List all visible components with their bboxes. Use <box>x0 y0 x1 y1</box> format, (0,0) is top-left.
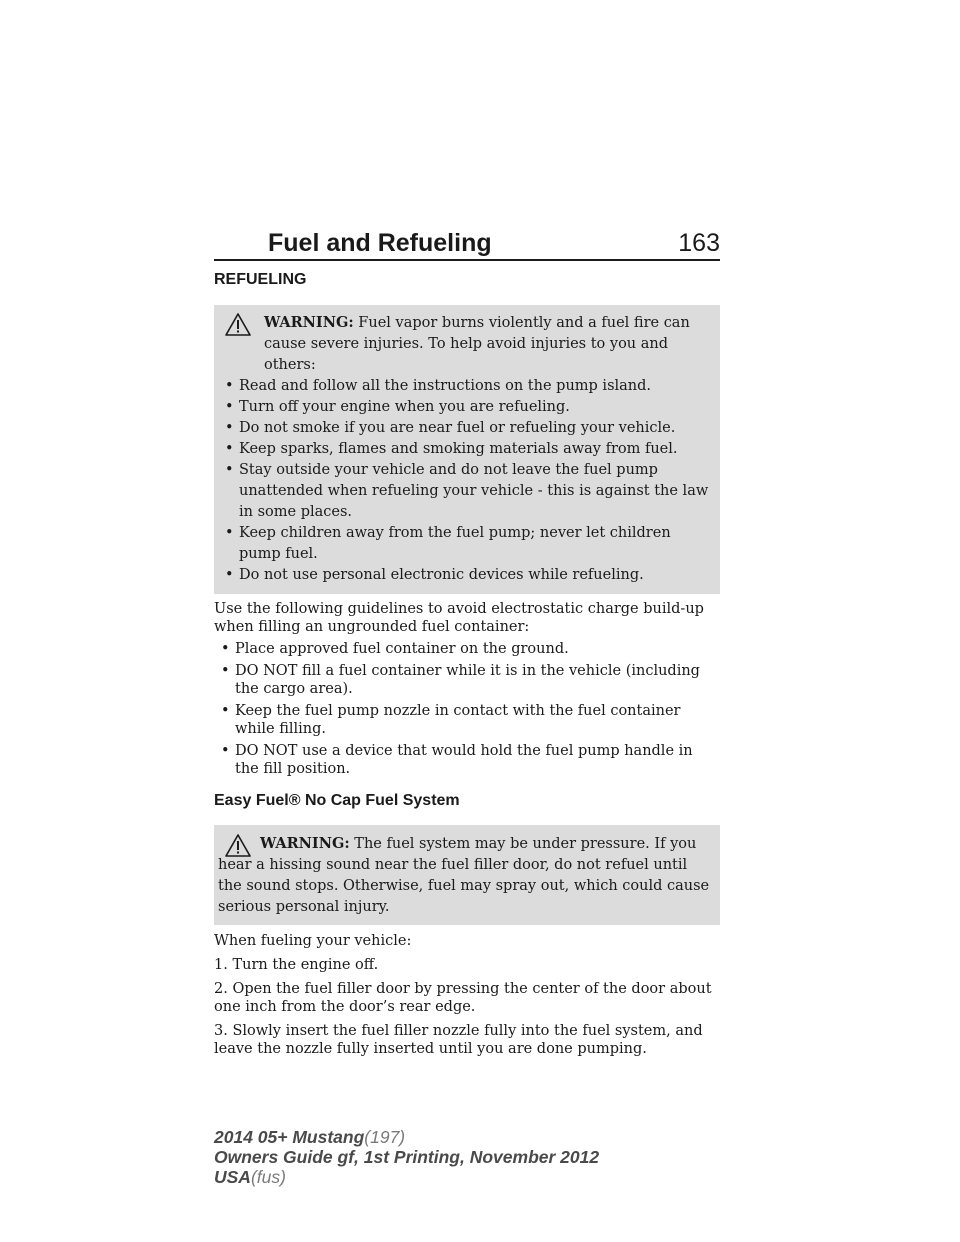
warning-box-easy-fuel <box>214 825 720 925</box>
warning-triangle-icon <box>225 313 251 336</box>
chapter-title: Fuel and Refueling <box>268 229 492 257</box>
section-heading-easy-fuel: Easy Fuel® No Cap Fuel System <box>214 792 460 809</box>
warning-list-item: • Stay outside your vehicle and do not leave the fuel pump unattended when refueling your vehicle - this is against the law in some places. <box>225 462 709 520</box>
bullet: • <box>225 462 234 478</box>
list-item: • DO NOT use a device that would hold the fuel pump handle in the fill position. <box>221 743 693 777</box>
footer-line-3: USA(fus) <box>214 1167 286 1187</box>
footer-line-1: 2014 05+ Mustang(197) <box>214 1127 406 1147</box>
warning-list-item: • Do not use personal electronic devices while refueling. <box>218 565 714 586</box>
warning-list <box>218 376 714 586</box>
warning-body: The fuel system may be under pressure. If you hear a hissing sound near the fuel filler door, do not refuel until the sound stops. Otherwise, fuel may spray out, which could cause serious personal injury. <box>218 836 710 915</box>
bullet: • <box>225 399 234 415</box>
warning-label: WARNING: <box>260 835 350 852</box>
page-number: 163 <box>678 229 720 257</box>
warning-list-item: • Keep children away from the fuel pump; never let children pump fuel. <box>225 525 671 562</box>
warning-list-item: • Turn off your engine when you are refueling. <box>218 397 714 418</box>
warning-text <box>218 312 714 376</box>
warning-list-item: • Read and follow all the instructions on the pump island. <box>218 376 714 397</box>
warning-triangle-icon <box>225 834 251 857</box>
warning-body: Fuel vapor burns violently and a fuel fire can cause severe injuries. To help avoid injuries to you and others: <box>264 315 690 373</box>
bullet: • <box>225 525 234 541</box>
warning-box-refueling <box>214 305 720 594</box>
list-item: • Keep the fuel pump nozzle in contact with the fuel container while filling. <box>221 703 681 737</box>
step-2: 2. Open the fuel filler door by pressing the center of the door about one inch from the door’s rear edge. <box>214 981 712 1015</box>
list-item: • Place approved fuel container on the ground. <box>221 641 569 657</box>
bullet: • <box>221 703 230 719</box>
list-item: • DO NOT fill a fuel container while it is in the vehicle (including the cargo area). <box>221 663 700 697</box>
warning-list-item: • Keep sparks, flames and smoking materials away from fuel. <box>218 439 714 460</box>
fueling-intro: When fueling your vehicle: <box>214 933 412 949</box>
page-header <box>214 228 720 261</box>
bullet: • <box>225 567 234 583</box>
page-content <box>214 270 720 1058</box>
warning-list-item: • Do not smoke if you are near fuel or refueling your vehicle. <box>218 418 714 439</box>
bullet: • <box>225 441 234 457</box>
refueling-intro: Use the following guidelines to avoid electrostatic charge build-up when filling an ungrounded fuel container: <box>214 601 704 635</box>
bullet: • <box>225 420 234 436</box>
page-footer <box>214 1127 599 1187</box>
warning-text <box>218 833 714 918</box>
step-3: 3. Slowly insert the fuel filler nozzle fully into the fuel system, and leave the nozzle fully inserted until you are done pumping. <box>214 1023 703 1057</box>
warning-label: WARNING: <box>264 314 354 331</box>
footer-line-2: Owners Guide gf, 1st Printing, November 2012 <box>214 1147 600 1167</box>
section-heading-refueling: REFUELING <box>214 271 307 288</box>
bullet: • <box>221 641 230 657</box>
step-1: 1. Turn the engine off. <box>214 957 379 973</box>
bullet: • <box>221 663 230 679</box>
bullet: • <box>221 743 230 759</box>
refueling-list <box>214 640 720 778</box>
bullet: • <box>225 378 234 394</box>
